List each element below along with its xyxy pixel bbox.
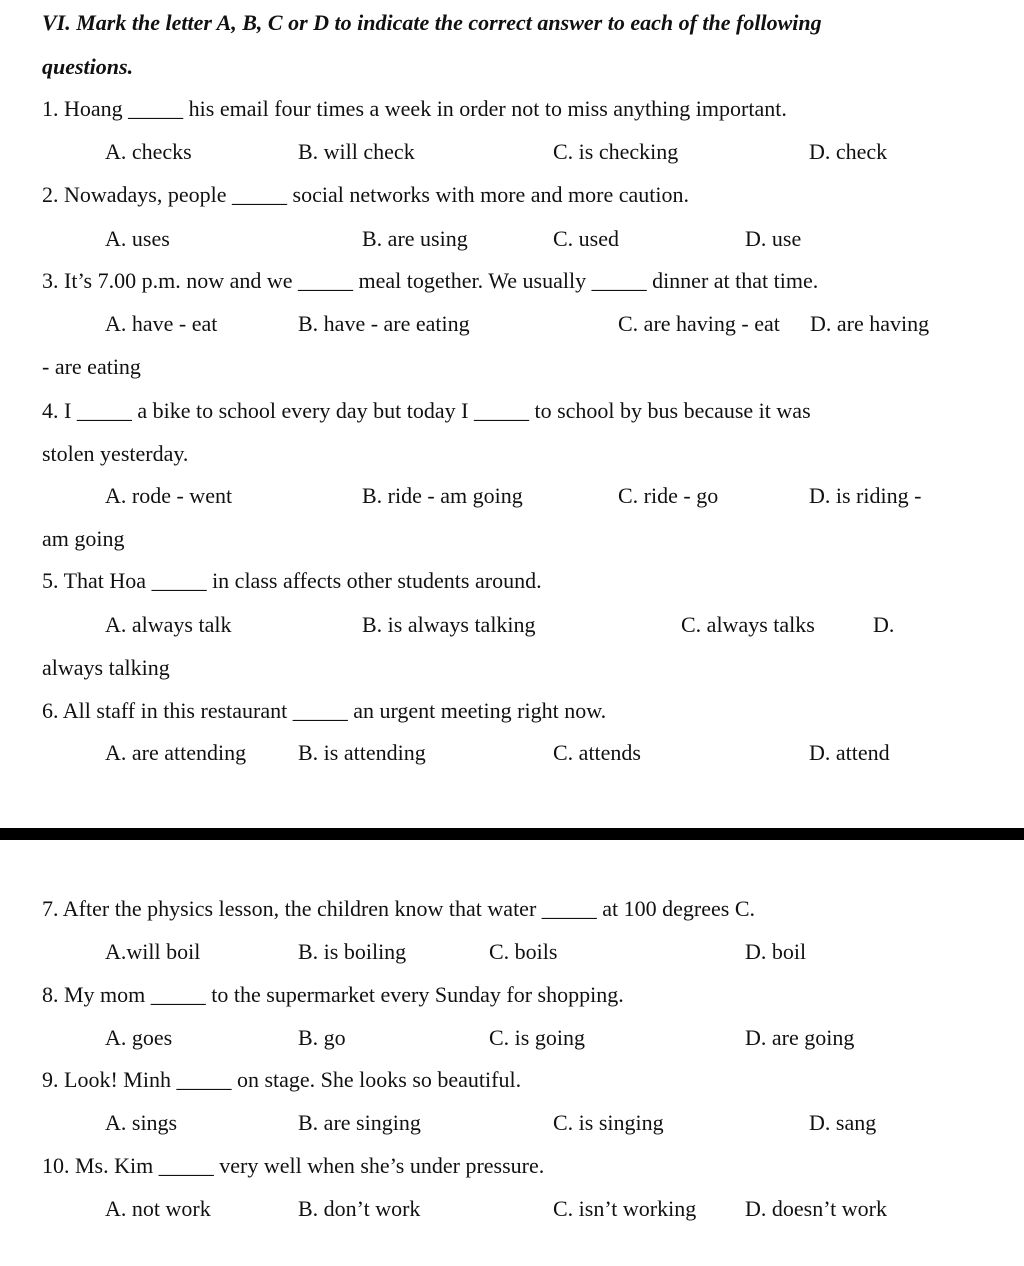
question-3-option-c: C. are having - eat — [618, 311, 780, 336]
question-4-option-c: C. ride - go — [618, 483, 719, 508]
question-10-stem: 10. Ms. Kim _____ very well when she’s under pressure. — [42, 1153, 545, 1178]
question-8-option-c: C. is going — [489, 1025, 585, 1050]
question-9-stem: 9. Look! Minh _____ on stage. She looks so beautiful. — [42, 1067, 522, 1092]
question-10-option-d: D. doesn’t work — [745, 1196, 887, 1221]
question-1-option-a: A. checks — [105, 139, 192, 164]
question-3-option-a: A. have - eat — [105, 311, 218, 336]
question-4-option-b: B. ride - am going — [362, 483, 523, 508]
question-9-option-b: B. are singing — [298, 1110, 421, 1135]
question-1-option-b: B. will check — [298, 139, 415, 164]
question-4-option-d: D. is riding - — [809, 483, 922, 508]
question-7-option-d: D. boil — [745, 939, 807, 964]
question-9-option-a: A. sings — [105, 1110, 178, 1135]
question-1-option-d: D. check — [809, 139, 888, 164]
question-7-option-a: A.will boil — [105, 939, 201, 964]
question-5-option-d-wrap: always talking — [42, 655, 170, 680]
question-2-option-d: D. use — [745, 226, 802, 251]
question-6-option-b: B. is attending — [298, 740, 426, 765]
question-7-option-c: C. boils — [489, 939, 558, 964]
question-8-option-d: D. are going — [745, 1025, 855, 1050]
question-1-stem: 1. Hoang _____ his email four times a week in order not to miss anything important. — [42, 96, 787, 121]
question-9-option-d: D. sang — [809, 1110, 877, 1135]
question-3-option-b: B. have - are eating — [298, 311, 470, 336]
question-5-option-d: D. — [873, 612, 895, 637]
question-2-stem: 2. Nowadays, people _____ social networks with more and more caution. — [42, 182, 690, 207]
question-3-option-d-wrap: - are eating — [42, 354, 141, 379]
question-10-option-a: A. not work — [105, 1196, 211, 1221]
question-8-stem: 8. My mom _____ to the supermarket every Sunday for shopping. — [42, 982, 624, 1007]
question-5-option-c: C. always talks — [681, 612, 815, 637]
question-2-option-c: C. used — [553, 226, 619, 251]
question-6-option-c: C. attends — [553, 740, 641, 765]
question-6-option-d: D. attend — [809, 740, 890, 765]
question-1-option-c: C. is checking — [553, 139, 679, 164]
page-divider — [0, 828, 1024, 840]
question-7-stem: 7. After the physics lesson, the children know that water _____ at 100 degrees C. — [42, 896, 756, 921]
question-3-option-d: D. are having — [810, 311, 930, 336]
question-5-option-a: A. always talk — [105, 612, 232, 637]
question-6-stem: 6. All staff in this restaurant _____ an urgent meeting right now. — [42, 698, 607, 723]
question-4-option-a: A. rode - went — [105, 483, 233, 508]
question-4-stem-wrap: stolen yesterday. — [42, 441, 189, 466]
section-title-line1: VI. Mark the letter A, B, C or D to indicate the correct answer to each of the following — [42, 10, 822, 35]
question-8-option-a: A. goes — [105, 1025, 173, 1050]
question-9-option-c: C. is singing — [553, 1110, 664, 1135]
section-title-line2: questions. — [42, 54, 134, 79]
question-5-stem: 5. That Hoa _____ in class affects other students around. — [42, 568, 542, 593]
question-2-option-b: B. are using — [362, 226, 468, 251]
question-2-option-a: A. uses — [105, 226, 170, 251]
question-5-option-b: B. is always talking — [362, 612, 536, 637]
question-3-stem: 3. It’s 7.00 p.m. now and we _____ meal together. We usually _____ dinner at that time. — [42, 268, 819, 293]
question-4-stem: 4. I _____ a bike to school every day but today I _____ to school by bus because it was — [42, 398, 811, 423]
question-7-option-b: B. is boiling — [298, 939, 407, 964]
question-10-option-b: B. don’t work — [298, 1196, 421, 1221]
question-8-option-b: B. go — [298, 1025, 346, 1050]
question-10-option-c: C. isn’t working — [553, 1196, 697, 1221]
question-4-option-d-wrap: am going — [42, 526, 125, 551]
question-6-option-a: A. are attending — [105, 740, 247, 765]
